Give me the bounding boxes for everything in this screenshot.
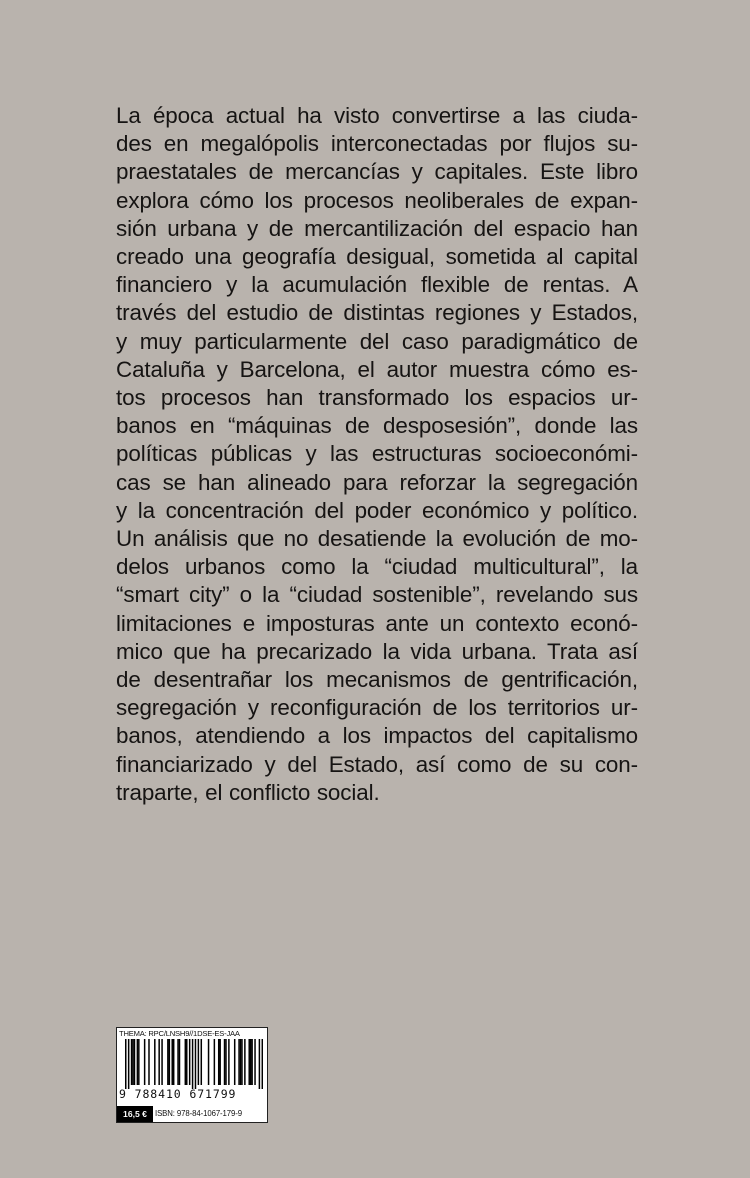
barcode-bar xyxy=(224,1039,226,1085)
barcode-bar xyxy=(240,1039,242,1085)
barcode-bar xyxy=(125,1039,127,1089)
barcode-bar xyxy=(241,1039,243,1085)
blurb-line: políticas públicas y las estructuras socioeconómi- xyxy=(116,441,638,467)
barcode-bar xyxy=(219,1039,221,1085)
barcode-bar xyxy=(134,1039,136,1085)
barcode-bar xyxy=(248,1039,250,1085)
blurb-line: des en megalópolis interconectadas por flujos su- xyxy=(116,131,638,157)
thema-code: THEMA: RPC/LNSH9//1DSE-ES-JAA xyxy=(119,1029,240,1038)
barcode-bar xyxy=(244,1039,246,1085)
barcode-bar xyxy=(251,1039,253,1085)
blurb-line: financiarizado y del Estado, así como de su con- xyxy=(116,751,638,777)
barcode-bar xyxy=(198,1039,200,1085)
blurb-text xyxy=(116,102,638,807)
blurb-line: Un análisis que no desatiende la evolución de mo- xyxy=(116,526,638,552)
blurb-line: tos procesos han transformado los espacios ur- xyxy=(116,385,638,411)
barcode-bar xyxy=(201,1039,203,1085)
blurb-line: y muy particularmente del caso paradigmático de xyxy=(116,328,638,354)
barcode-bar xyxy=(189,1039,191,1085)
price-tag: 16,5 € xyxy=(117,1106,153,1122)
barcode-bar xyxy=(173,1039,175,1085)
blurb-line: La época actual ha visto convertirse a las ciuda- xyxy=(116,103,638,128)
price-isbn-row xyxy=(117,1106,267,1122)
blurb-line: través del estudio de distintas regiones y Estados, xyxy=(116,300,638,326)
blurb-line: delos urbanos como la “ciudad multicultural”, la xyxy=(116,554,638,580)
barcode-bar xyxy=(148,1039,150,1085)
blurb-line: limitaciones e imposturas ante un contexto econó- xyxy=(116,610,638,636)
blurb-line: cas se han alineado para reforzar la segregación xyxy=(116,469,638,495)
blurb-line: banos en “máquinas de desposesión”, donde las xyxy=(116,413,638,439)
barcode-bar xyxy=(158,1039,160,1085)
barcode-bar xyxy=(171,1039,173,1085)
blurb-line: financiero y la acumulación flexible de rentas. A xyxy=(116,272,638,298)
barcode-bar xyxy=(192,1039,194,1089)
barcode-bar xyxy=(179,1039,181,1085)
barcode-bar xyxy=(185,1039,187,1085)
barcode-bar xyxy=(228,1039,230,1085)
blurb-line: sión urbana y de mercantilización del espacio han xyxy=(116,215,638,241)
blurb-line: explora cómo los procesos neoliberales de expan- xyxy=(116,187,638,213)
barcode-bar xyxy=(250,1039,252,1085)
barcode-bar xyxy=(208,1039,210,1085)
barcode-bar xyxy=(259,1039,261,1089)
barcode-bar xyxy=(177,1039,179,1085)
barcode-label xyxy=(116,1027,268,1123)
blurb-line: Cataluña y Barcelona, el autor muestra cómo es- xyxy=(116,356,638,382)
barcode-bar xyxy=(144,1039,146,1085)
barcode-bar xyxy=(167,1039,169,1085)
ean-number: 9 788410 671799 xyxy=(119,1087,237,1101)
blurb-line: “smart city” o la “ciudad sostenible”, revelando sus xyxy=(116,582,638,608)
barcode-bar xyxy=(225,1039,227,1085)
blurb-line: creado una geografía desigual, sometida al capital xyxy=(116,244,638,270)
blurb-line: banos, atendiendo a los impactos del capitalismo xyxy=(116,723,638,749)
barcode-bar xyxy=(131,1039,133,1085)
barcode-bar xyxy=(234,1039,236,1085)
barcode-bar xyxy=(214,1039,216,1085)
barcode-bars xyxy=(125,1039,263,1089)
blurb-line: segregación y reconfiguración de los territorios ur- xyxy=(116,695,638,721)
barcode-bar xyxy=(218,1039,220,1085)
isbn-number: ISBN: 978-84-1067-179-9 xyxy=(155,1109,242,1118)
barcode-bar xyxy=(132,1039,134,1085)
barcode-bar xyxy=(161,1039,163,1085)
barcode-bar xyxy=(254,1039,256,1085)
blurb-line: de desentrañar los mecanismos de gentrificación, xyxy=(116,667,638,693)
barcode-bar xyxy=(238,1039,240,1085)
blurb-line: mico que ha precarizado la vida urbana. Trata así xyxy=(116,638,638,664)
barcode-bar xyxy=(138,1039,140,1085)
barcode-bar xyxy=(154,1039,156,1085)
barcode-bar xyxy=(262,1039,263,1089)
barcode-bar xyxy=(186,1039,188,1085)
barcode-bar xyxy=(128,1039,130,1089)
barcode-bar xyxy=(195,1039,197,1089)
blurb-line: praestatales de mercancías y capitales. Este libro xyxy=(116,159,638,185)
blurb-line: y la concentración del poder económico y político. xyxy=(116,497,638,523)
barcode-bar xyxy=(169,1039,171,1085)
blurb-line: traparte, el conflicto social. xyxy=(116,779,380,805)
barcode-bar xyxy=(137,1039,139,1085)
